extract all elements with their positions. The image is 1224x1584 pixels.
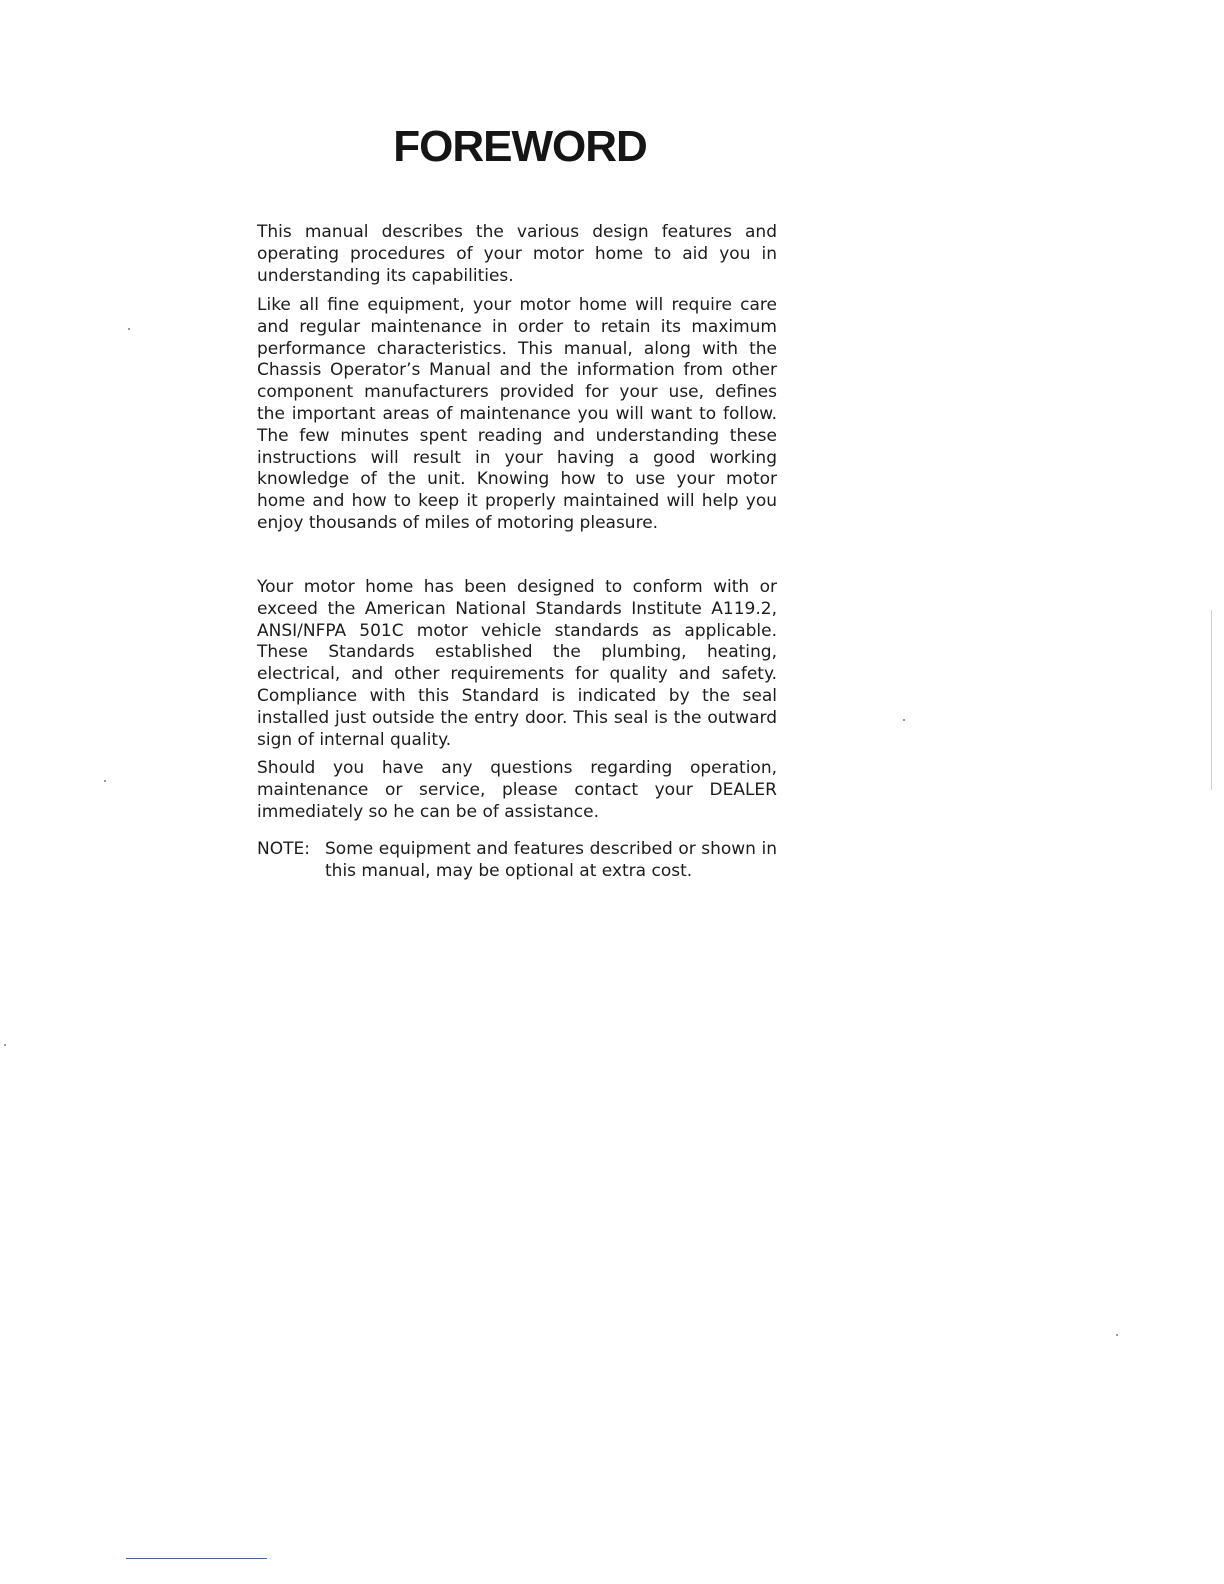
scan-speck [903,719,905,721]
paragraph-standards: Your motor home has been designed to conform with or exceed the American National Standards Institute A119.2, ANSI/NFPA 501C motor vehicle standards as applicable. These Standards established the plumbing, heating, electrical, and other requirements for quality and safety. Compliance with this Standard is indicated by the seal installed just outside the entry door. This seal is the outward sign of internal quality. [257,577,777,750]
note-block [257,838,777,882]
paragraph-intro: This manual describes the various design features and operating procedures of your motor home to aid you in understanding its capabilities. [257,222,777,286]
scan-speck [104,780,106,782]
paragraph-maintenance: Like all fine equipment, your motor home will require care and regular maintenance in order to retain its maximum performance characteristics. This manual, along with the Chassis Operator’s Manual and the information from other component manufacturers provided for your use, defines the important areas of maintenance you will want to follow. The few minutes spent reading and understanding these instructions will result in your having a good working knowledge of the unit. Knowing how to use your motor home and how to keep it properly maintained will help you enjoy thousands of miles of motoring pleasure. [257,295,777,533]
note-label: NOTE: [257,839,310,859]
note-text: Some equipment and features described or shown in this manual, may be optional at extra cost. [325,839,777,881]
scan-speck [4,1044,6,1046]
paragraph-dealer-contact: Should you have any questions regarding operation, maintenance or service, please contact your DEALER immediately so he can be of assistance. [257,758,777,822]
page-title: FOREWORD [393,122,647,171]
scan-edge-mark [1211,610,1212,790]
scan-speck [128,328,130,330]
scan-speck [1116,1334,1118,1336]
footer-rule [126,1558,267,1559]
